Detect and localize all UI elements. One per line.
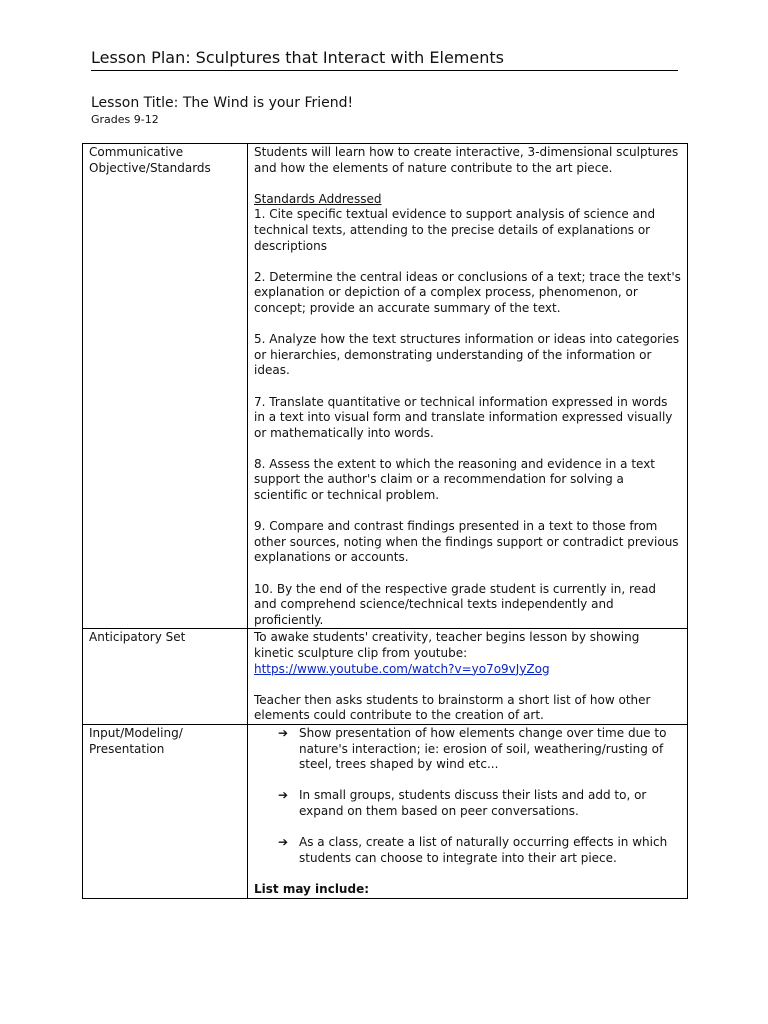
presentation-list bbox=[254, 726, 681, 866]
objective-label: Communicative Objective/Standards bbox=[83, 144, 248, 629]
lesson-title: Lesson Title: The Wind is your Friend! bbox=[91, 95, 354, 111]
anticipatory-intro: To awake students' creativity, teacher begins lesson by showing kinetic sculpture clip from youtube: bbox=[254, 630, 640, 660]
grade-level: Grades 9-12 bbox=[91, 113, 159, 126]
input-label: Input/Modeling/ Presentation bbox=[83, 724, 248, 898]
anticipatory-label: Anticipatory Set bbox=[83, 629, 248, 725]
input-content bbox=[248, 724, 688, 898]
standard-item: 8. Assess the extent to which the reasoning and evidence in a text support the author's claim or a recommendation for solving a scientific or technical problem. bbox=[254, 456, 656, 503]
table-row bbox=[83, 724, 688, 898]
anticipatory-content bbox=[248, 629, 688, 725]
anticipatory-followup: Teacher then asks students to brainstorm a short list of how other elements could contribute to the creation of art. bbox=[254, 692, 651, 723]
arrow-right-icon: ➔ bbox=[278, 788, 289, 803]
list-item bbox=[254, 788, 681, 819]
table-row bbox=[83, 629, 688, 725]
standard-item: 7. Translate quantitative or technical information expressed in words in a text into visual form and translate information expressed visually or mathematically into words. bbox=[254, 394, 673, 440]
objective-content bbox=[248, 144, 688, 629]
list-heading: List may include: bbox=[254, 881, 370, 896]
list-item-text: In small groups, students discuss their lists and add to, or expand on them based on peer conversations. bbox=[299, 788, 647, 818]
standard-item: 9. Compare and contrast findings presented in a text to those from other sources, noting when the findings support or contradict previous explanations or accounts. bbox=[254, 519, 679, 565]
arrow-right-icon: ➔ bbox=[278, 725, 289, 740]
list-item-text: As a class, create a list of naturally occurring effects in which students can choose to integrate into their art piece. bbox=[299, 835, 668, 865]
table-row bbox=[83, 144, 688, 629]
objective-intro: Students will learn how to create interactive, 3-dimensional sculptures and how the elements of nature contribute to the art piece. bbox=[254, 145, 679, 175]
arrow-right-icon: ➔ bbox=[278, 835, 289, 850]
standards-heading: Standards Addressed bbox=[254, 191, 382, 206]
youtube-link[interactable]: https://www.youtube.com/watch?v=yo7o9vJyZog bbox=[254, 661, 550, 676]
document-title: Lesson Plan: Sculptures that Interact with Elements bbox=[91, 48, 678, 71]
standard-item: 1. Cite specific textual evidence to support analysis of science and technical texts, attending to the precise details of explanations or descriptions bbox=[254, 207, 656, 253]
list-item bbox=[254, 835, 681, 866]
standard-item: 2. Determine the central ideas or conclusions of a text; trace the text's explanation or depiction of a complex process, phenomenon, or concept; provide an accurate summary of the text. bbox=[254, 269, 681, 315]
list-item-text: Show presentation of how elements change over time due to nature's interaction; ie: erosion of soil, weathering/rusting of steel, trees shaped by wind etc... bbox=[299, 725, 667, 772]
list-item bbox=[254, 726, 681, 773]
standard-item: 5. Analyze how the text structures information or ideas into categories or hierarchies, demonstrating understanding of the information or ideas. bbox=[254, 332, 680, 378]
standard-item: 10. By the end of the respective grade student is currently in, read and comprehend science/technical texts independently and proficiently. bbox=[254, 581, 657, 627]
lesson-plan-table bbox=[82, 143, 688, 899]
